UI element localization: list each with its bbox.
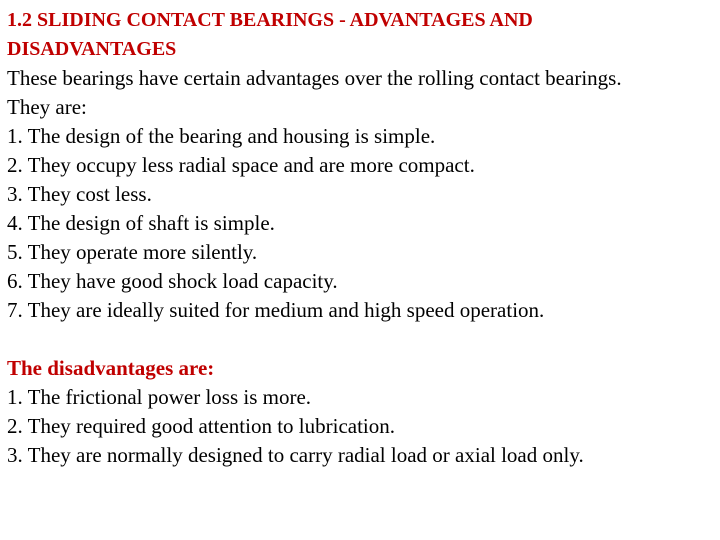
disadvantage-item: 2. They required good attention to lubrication. [7,414,396,438]
disadvantages-heading: The disadvantages are: [7,356,215,380]
advantage-item: 4. The design of shaft is simple. [7,211,275,235]
advantages-list [7,122,715,325]
advantage-item: 1. The design of the bearing and housing is simple. [7,124,436,148]
advantage-item: 3. They cost less. [7,182,152,206]
disadvantage-item: 3. They are normally designed to carry radial load or axial load only. [7,443,584,467]
title-line-1: 1.2 SLIDING CONTACT BEARINGS - ADVANTAGES AND [7,9,533,31]
slide-title [7,6,715,64]
advantage-item: 5. They operate more silently. [7,240,258,264]
intro-line-2: They are: [7,95,87,119]
advantage-item: 2. They occupy less radial space and are more compact. [7,153,475,177]
disadvantages-list [7,383,715,470]
slide-content [7,6,715,470]
advantage-item: 6. They have good shock load capacity. [7,269,338,293]
title-line-2: DISADVANTAGES [7,38,177,60]
advantage-item: 7. They are ideally suited for medium and high speed operation. [7,298,545,322]
intro-line-1: These bearings have certain advantages over the rolling contact bearings. [7,66,622,90]
intro-text [7,64,715,122]
disadvantage-item: 1. The frictional power loss is more. [7,385,312,409]
